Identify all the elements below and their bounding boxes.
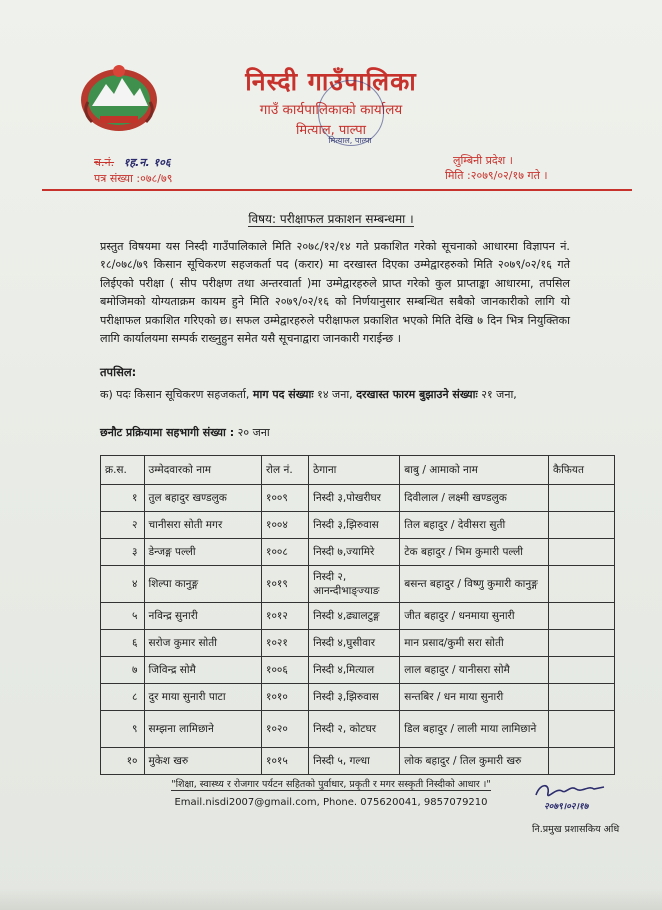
body-paragraph: प्रस्तुत विषयमा यस निस्दी गाउँपालिकाले मिति २०७८/१२/१४ गते प्रकाशित गरेको सूचनाको आधारमा विज्ञापन नं. १८/०७८/७९ किसान सूचिकरण सहजकर्ता पद (करार) मा दरखास्त दिएका उम्मेद्वारहरुको मिति २०७९/०२/१६ गते लिईएको परीक्षा ( सीप परीक्षण तथा अन्तरवार्ता )मा उम्मेद्वारहरुले प्राप्त गरेको कुल प्राप्ताङ्का आधारमा, तपसिल बमोजिमको योग्यताक्रम कायम हुने मिति २०७९/०२/१६ को निर्णयानुसार सम्बन्धित सबैको जानकारीको लागि यो परीक्षाफल प्रकाशित गरिएको छ। सफल उम्मेद्वारहरुले परीक्षाफल प्रकाशित भएको मिति देखि ७ दिन भित्र नियुक्तिका लागि कार्यालयमा सम्पर्क राख्नुहुन समेत यसै सूचनाद्वारा जानकारी गराईन्छ । xyxy=(100,240,570,346)
cell-remarks xyxy=(549,485,615,512)
contact-info: Email.nisdi2007@gmail.com, Phone. 075620041, 9857079210 xyxy=(174,797,488,808)
table-row xyxy=(101,603,615,630)
cell-name: नविन्द्र सुनारी xyxy=(144,603,262,630)
cell-serial: १ xyxy=(101,485,145,512)
col-header-name: उम्मेदवारको नाम xyxy=(144,456,262,485)
cell-address: निस्दी २, आनन्दीभाङ्ज्याङ xyxy=(309,566,400,603)
table-row xyxy=(101,485,615,512)
cell-roll: १०१२ xyxy=(262,603,309,630)
cell-address: निस्दी ४,घुसीवार xyxy=(309,630,400,657)
cell-remarks xyxy=(549,630,615,657)
participants-line xyxy=(100,425,270,440)
signer-title: नि.प्रमुख प्रशासकिय अधि xyxy=(532,824,620,835)
table-row xyxy=(101,539,615,566)
post-value: किसान सूचिकरण सहजकर्ता, xyxy=(134,388,250,401)
letter-year: पत्र संख्या :०७८/७९ xyxy=(94,172,173,185)
cell-address: निस्दी ४,ढ्यालटुङ्ग xyxy=(309,603,400,630)
cell-remarks xyxy=(549,657,615,684)
cell-name: जिविन्द्र सोमै xyxy=(144,657,262,684)
cell-address: निस्दी २, कोटघर xyxy=(309,711,400,748)
table-row xyxy=(101,684,615,711)
cell-serial: ६ xyxy=(101,630,145,657)
cell-remarks xyxy=(549,603,615,630)
cell-roll: १०२१ xyxy=(262,630,309,657)
subject-line xyxy=(0,210,662,227)
cell-serial: १० xyxy=(101,748,145,775)
table-row xyxy=(101,630,615,657)
applicants-label: दरखास्त फारम बुझाउने संख्याः xyxy=(356,388,478,401)
cell-name: मुकेश खरु xyxy=(144,748,262,775)
cell-name: शिल्पा कानुङ्ग xyxy=(144,566,262,603)
cell-address: निस्दी ५, गल्धा xyxy=(309,748,400,775)
cell-parents: डिल बहादुर / लाली माया लामिछाने xyxy=(400,711,549,748)
cell-address: निस्दी ३,पोखरीघर xyxy=(309,485,400,512)
cell-roll: १०२० xyxy=(262,711,309,748)
cell-roll: १००९ xyxy=(262,485,309,512)
letter-date: मिति :२०७९/०२/१७ गते । xyxy=(445,169,548,182)
cell-parents: बसन्त बहादुर / विष्णु कुमारी कानुङ्ग xyxy=(400,566,549,603)
cell-remarks xyxy=(549,748,615,775)
cell-roll: १०१० xyxy=(262,684,309,711)
cell-serial: ९ xyxy=(101,711,145,748)
details-heading: तपसिल: xyxy=(100,365,137,379)
col-header-roll: रोल नं. xyxy=(262,456,309,485)
table-row xyxy=(101,566,615,603)
cell-serial: ५ xyxy=(101,603,145,630)
cell-serial: ७ xyxy=(101,657,145,684)
demand-label: माग पद संख्याः xyxy=(252,388,314,401)
results-table xyxy=(100,455,615,775)
post-details xyxy=(100,385,570,405)
cell-roll: १००८ xyxy=(262,539,309,566)
applicants-value: २१ जना, xyxy=(481,388,517,401)
post-label: क) पदः xyxy=(100,388,131,401)
cell-serial: ३ xyxy=(101,539,145,566)
signature-date: २०७९।०२।१७ xyxy=(544,802,589,812)
cell-remarks xyxy=(549,539,615,566)
letter-reference xyxy=(94,155,171,170)
header-divider xyxy=(42,189,632,191)
org-name: निस्दी गाउँपालिका xyxy=(245,67,417,96)
col-header-remarks: कैफियत xyxy=(549,456,615,485)
cell-parents: लोक बहादुर / तिल कुमारी खरु xyxy=(400,748,549,775)
ref-handwritten-number: १ह.न. १०६ xyxy=(123,156,171,169)
participants-label: छनौट प्रक्रियामा सहभागी संख्या : xyxy=(100,426,235,439)
motto-text: "शिक्षा, स्वास्थ्य र रोजगार पर्यटन सहितको पुर्वाधार, प्रकृती र मगर सस्कृती निस्दीको आधार ।" xyxy=(171,779,491,790)
cell-serial: ४ xyxy=(101,566,145,603)
cell-name: दुर माया सुनारी पाटा xyxy=(144,684,262,711)
cell-remarks xyxy=(549,711,615,748)
page-bottom-shadow xyxy=(0,888,662,910)
cell-parents: सन्तबिर / धन माया सुनारी xyxy=(400,684,549,711)
cell-roll: १०१९ xyxy=(262,566,309,603)
cell-name: डेन्जङ्ग पल्ली xyxy=(144,539,262,566)
ref-struck-label: च.नं. xyxy=(94,156,115,169)
cell-address: निस्दी ३,झिरुवास xyxy=(309,684,400,711)
cell-remarks xyxy=(549,512,615,539)
table-row xyxy=(101,711,615,748)
cell-parents: जीत बहादुर / धनमाया सुनारी xyxy=(400,603,549,630)
cell-roll: १००४ xyxy=(262,512,309,539)
cell-serial: ८ xyxy=(101,684,145,711)
subject-text: विषय: परीक्षाफल प्रकाशन सम्बन्धमा । xyxy=(248,212,414,226)
col-header-parents: बाबु / आमाको नाम xyxy=(400,456,549,485)
cell-remarks xyxy=(549,684,615,711)
cell-address: निस्दी ४,मित्याल xyxy=(309,657,400,684)
table-row xyxy=(101,657,615,684)
cell-name: सम्झना लामिछाने xyxy=(144,711,262,748)
table-header-row xyxy=(101,456,615,485)
cell-parents: लाल बहादुर / यानीसरा सोमै xyxy=(400,657,549,684)
cell-parents: तिल बहादुर / देवीसरा सुती xyxy=(400,512,549,539)
cell-name: सरोज कुमार सोती xyxy=(144,630,262,657)
cell-parents: मान प्रसाद/कुमी सरा सोती xyxy=(400,630,549,657)
cell-roll: १०१५ xyxy=(262,748,309,775)
org-office: गाउँ कार्यपालिकाको कार्यालय xyxy=(259,102,403,118)
cell-serial: २ xyxy=(101,512,145,539)
cell-parents: दिवीलाल / लक्ष्मी खण्डलुक xyxy=(400,485,549,512)
col-header-serial: क्र.स. xyxy=(101,456,145,485)
cell-roll: १००६ xyxy=(262,657,309,684)
org-place: मित्याल, पाल्पा xyxy=(296,123,366,138)
table-row xyxy=(101,512,615,539)
cell-address: निस्दी ७,ज्यामिरे xyxy=(309,539,400,566)
cell-remarks xyxy=(549,566,615,603)
table-row xyxy=(101,748,615,775)
cell-parents: टेक बहादुर / भिम कुमारी पल्ली xyxy=(400,539,549,566)
province-label: लुम्बिनी प्रदेश । xyxy=(453,154,513,167)
seal-text: मित्याल, पाल्पा xyxy=(328,136,372,145)
cell-address: निस्दी ३,झिरुवास xyxy=(309,512,400,539)
demand-value: १४ जना, xyxy=(317,388,353,401)
cell-name: तुल बहादुर खण्डलुक xyxy=(144,485,262,512)
participants-value: २० जना xyxy=(237,426,270,439)
col-header-address: ठेगाना xyxy=(309,456,400,485)
cell-name: चानीसरा सोती मगर xyxy=(144,512,262,539)
